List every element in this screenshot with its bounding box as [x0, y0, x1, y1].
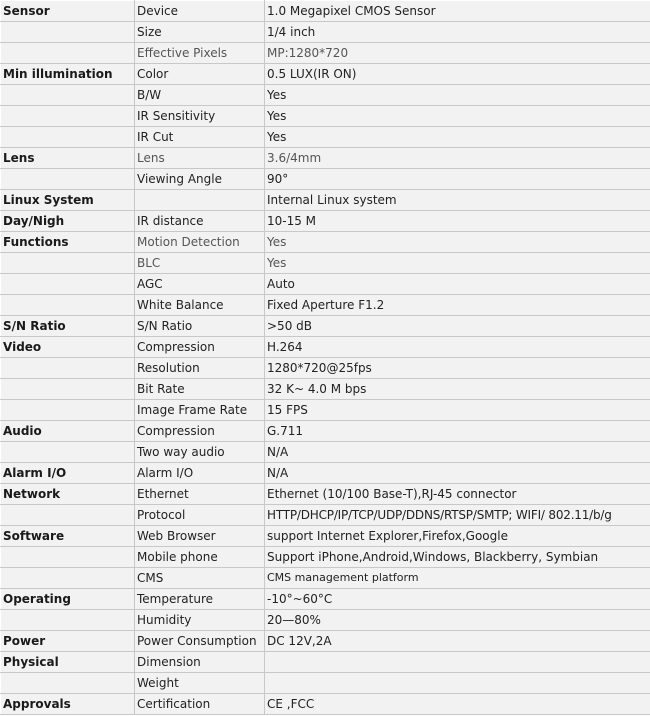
table-row: [1, 85, 650, 106]
category-cell: [1, 442, 135, 463]
table-row: [1, 316, 650, 337]
table-row: [1, 1, 650, 22]
item-cell: Lens: [135, 148, 265, 169]
item-cell: [135, 190, 265, 211]
value-cell: 3.6/4mm: [265, 148, 650, 169]
value-cell: N/A: [265, 463, 650, 484]
table-row: [1, 421, 650, 442]
value-cell: Auto: [265, 274, 650, 295]
value-cell: [265, 673, 650, 694]
item-cell: Effective Pixels: [135, 43, 265, 64]
category-cell: S/N Ratio: [1, 316, 135, 337]
category-cell: [1, 295, 135, 316]
item-cell: Bit Rate: [135, 379, 265, 400]
item-cell: Color: [135, 64, 265, 85]
value-cell: Yes: [265, 232, 650, 253]
table-row: [1, 631, 650, 652]
item-cell: IR Sensitivity: [135, 106, 265, 127]
table-row: [1, 253, 650, 274]
category-cell: [1, 505, 135, 526]
value-cell: CE ,FCC: [265, 694, 650, 715]
table-row: [1, 64, 650, 85]
item-cell: Temperature: [135, 589, 265, 610]
item-cell: Device: [135, 1, 265, 22]
table-row: [1, 568, 650, 589]
table-row: [1, 211, 650, 232]
item-cell: Power Consumption: [135, 631, 265, 652]
value-cell: Yes: [265, 106, 650, 127]
category-cell: Functions: [1, 232, 135, 253]
item-cell: Motion Detection: [135, 232, 265, 253]
item-cell: Web Browser: [135, 526, 265, 547]
table-row: [1, 127, 650, 148]
value-cell: CMS management platform: [265, 568, 650, 589]
value-cell: 1280*720@25fps: [265, 358, 650, 379]
value-cell: 0.5 LUX(IR ON): [265, 64, 650, 85]
category-cell: Lens: [1, 148, 135, 169]
category-cell: [1, 127, 135, 148]
table-row: [1, 505, 650, 526]
value-cell: 20—80%: [265, 610, 650, 631]
category-cell: Audio: [1, 421, 135, 442]
item-cell: Mobile phone: [135, 547, 265, 568]
item-cell: Two way audio: [135, 442, 265, 463]
value-cell: 10-15 M: [265, 211, 650, 232]
table-row: [1, 148, 650, 169]
category-cell: [1, 547, 135, 568]
value-cell: Fixed Aperture F1.2: [265, 295, 650, 316]
category-cell: [1, 253, 135, 274]
category-cell: Physical: [1, 652, 135, 673]
value-cell: Yes: [265, 85, 650, 106]
value-cell: -10°~60°C: [265, 589, 650, 610]
item-cell: Weight: [135, 673, 265, 694]
item-cell: Resolution: [135, 358, 265, 379]
value-cell: 1/4 inch: [265, 22, 650, 43]
table-row: [1, 169, 650, 190]
value-cell: Yes: [265, 253, 650, 274]
category-cell: [1, 400, 135, 421]
value-cell: G.711: [265, 421, 650, 442]
value-cell: [265, 652, 650, 673]
value-cell: 15 FPS: [265, 400, 650, 421]
table-row: [1, 589, 650, 610]
item-cell: BLC: [135, 253, 265, 274]
category-cell: [1, 610, 135, 631]
table-row: [1, 274, 650, 295]
value-cell: Support iPhone,Android,Windows, Blackberry, Symbian: [265, 547, 650, 568]
item-cell: Ethernet: [135, 484, 265, 505]
item-cell: Humidity: [135, 610, 265, 631]
value-cell: 32 K~ 4.0 M bps: [265, 379, 650, 400]
table-row: [1, 22, 650, 43]
item-cell: AGC: [135, 274, 265, 295]
table-row: [1, 547, 650, 568]
table-row: [1, 337, 650, 358]
table-row: [1, 673, 650, 694]
item-cell: Certification: [135, 694, 265, 715]
category-cell: [1, 85, 135, 106]
table-row: [1, 232, 650, 253]
item-cell: CMS: [135, 568, 265, 589]
category-cell: Day/Nigh: [1, 211, 135, 232]
value-cell: Internal Linux system: [265, 190, 650, 211]
item-cell: Size: [135, 22, 265, 43]
table-row: [1, 400, 650, 421]
value-cell: H.264: [265, 337, 650, 358]
category-cell: [1, 673, 135, 694]
value-cell: MP:1280*720: [265, 43, 650, 64]
category-cell: Network: [1, 484, 135, 505]
value-cell: support Internet Explorer,Firefox,Google: [265, 526, 650, 547]
item-cell: Compression: [135, 421, 265, 442]
item-cell: S/N Ratio: [135, 316, 265, 337]
value-cell: Ethernet (10/100 Base-T),RJ-45 connector: [265, 484, 650, 505]
table-row: [1, 379, 650, 400]
category-cell: [1, 358, 135, 379]
value-cell: Yes: [265, 127, 650, 148]
category-cell: [1, 43, 135, 64]
value-cell: N/A: [265, 442, 650, 463]
category-cell: Alarm I/O: [1, 463, 135, 484]
value-cell: DC 12V,2A: [265, 631, 650, 652]
category-cell: [1, 274, 135, 295]
category-cell: Linux System: [1, 190, 135, 211]
table-row: [1, 43, 650, 64]
category-cell: [1, 568, 135, 589]
item-cell: B/W: [135, 85, 265, 106]
category-cell: [1, 22, 135, 43]
value-cell: HTTP/DHCP/IP/TCP/UDP/DDNS/RTSP/SMTP; WIFI/ 802.11/b/g: [265, 505, 650, 526]
item-cell: Alarm I/O: [135, 463, 265, 484]
table-row: [1, 526, 650, 547]
item-cell: Compression: [135, 337, 265, 358]
category-cell: [1, 379, 135, 400]
category-cell: Min illumination: [1, 64, 135, 85]
category-cell: [1, 169, 135, 190]
item-cell: IR distance: [135, 211, 265, 232]
table-row: [1, 295, 650, 316]
category-cell: Operating: [1, 589, 135, 610]
table-row: [1, 106, 650, 127]
category-cell: [1, 106, 135, 127]
item-cell: Viewing Angle: [135, 169, 265, 190]
item-cell: Dimension: [135, 652, 265, 673]
item-cell: Image Frame Rate: [135, 400, 265, 421]
table-row: [1, 694, 650, 715]
table-row: [1, 484, 650, 505]
table-row: [1, 652, 650, 673]
table-row: [1, 610, 650, 631]
category-cell: Software: [1, 526, 135, 547]
value-cell: 90°: [265, 169, 650, 190]
table-row: [1, 190, 650, 211]
item-cell: White Balance: [135, 295, 265, 316]
value-cell: >50 dB: [265, 316, 650, 337]
category-cell: Sensor: [1, 1, 135, 22]
category-cell: Power: [1, 631, 135, 652]
table-row: [1, 358, 650, 379]
item-cell: IR Cut: [135, 127, 265, 148]
category-cell: Approvals: [1, 694, 135, 715]
category-cell: Video: [1, 337, 135, 358]
table-row: [1, 463, 650, 484]
item-cell: Protocol: [135, 505, 265, 526]
value-cell: 1.0 Megapixel CMOS Sensor: [265, 1, 650, 22]
table-row: [1, 442, 650, 463]
